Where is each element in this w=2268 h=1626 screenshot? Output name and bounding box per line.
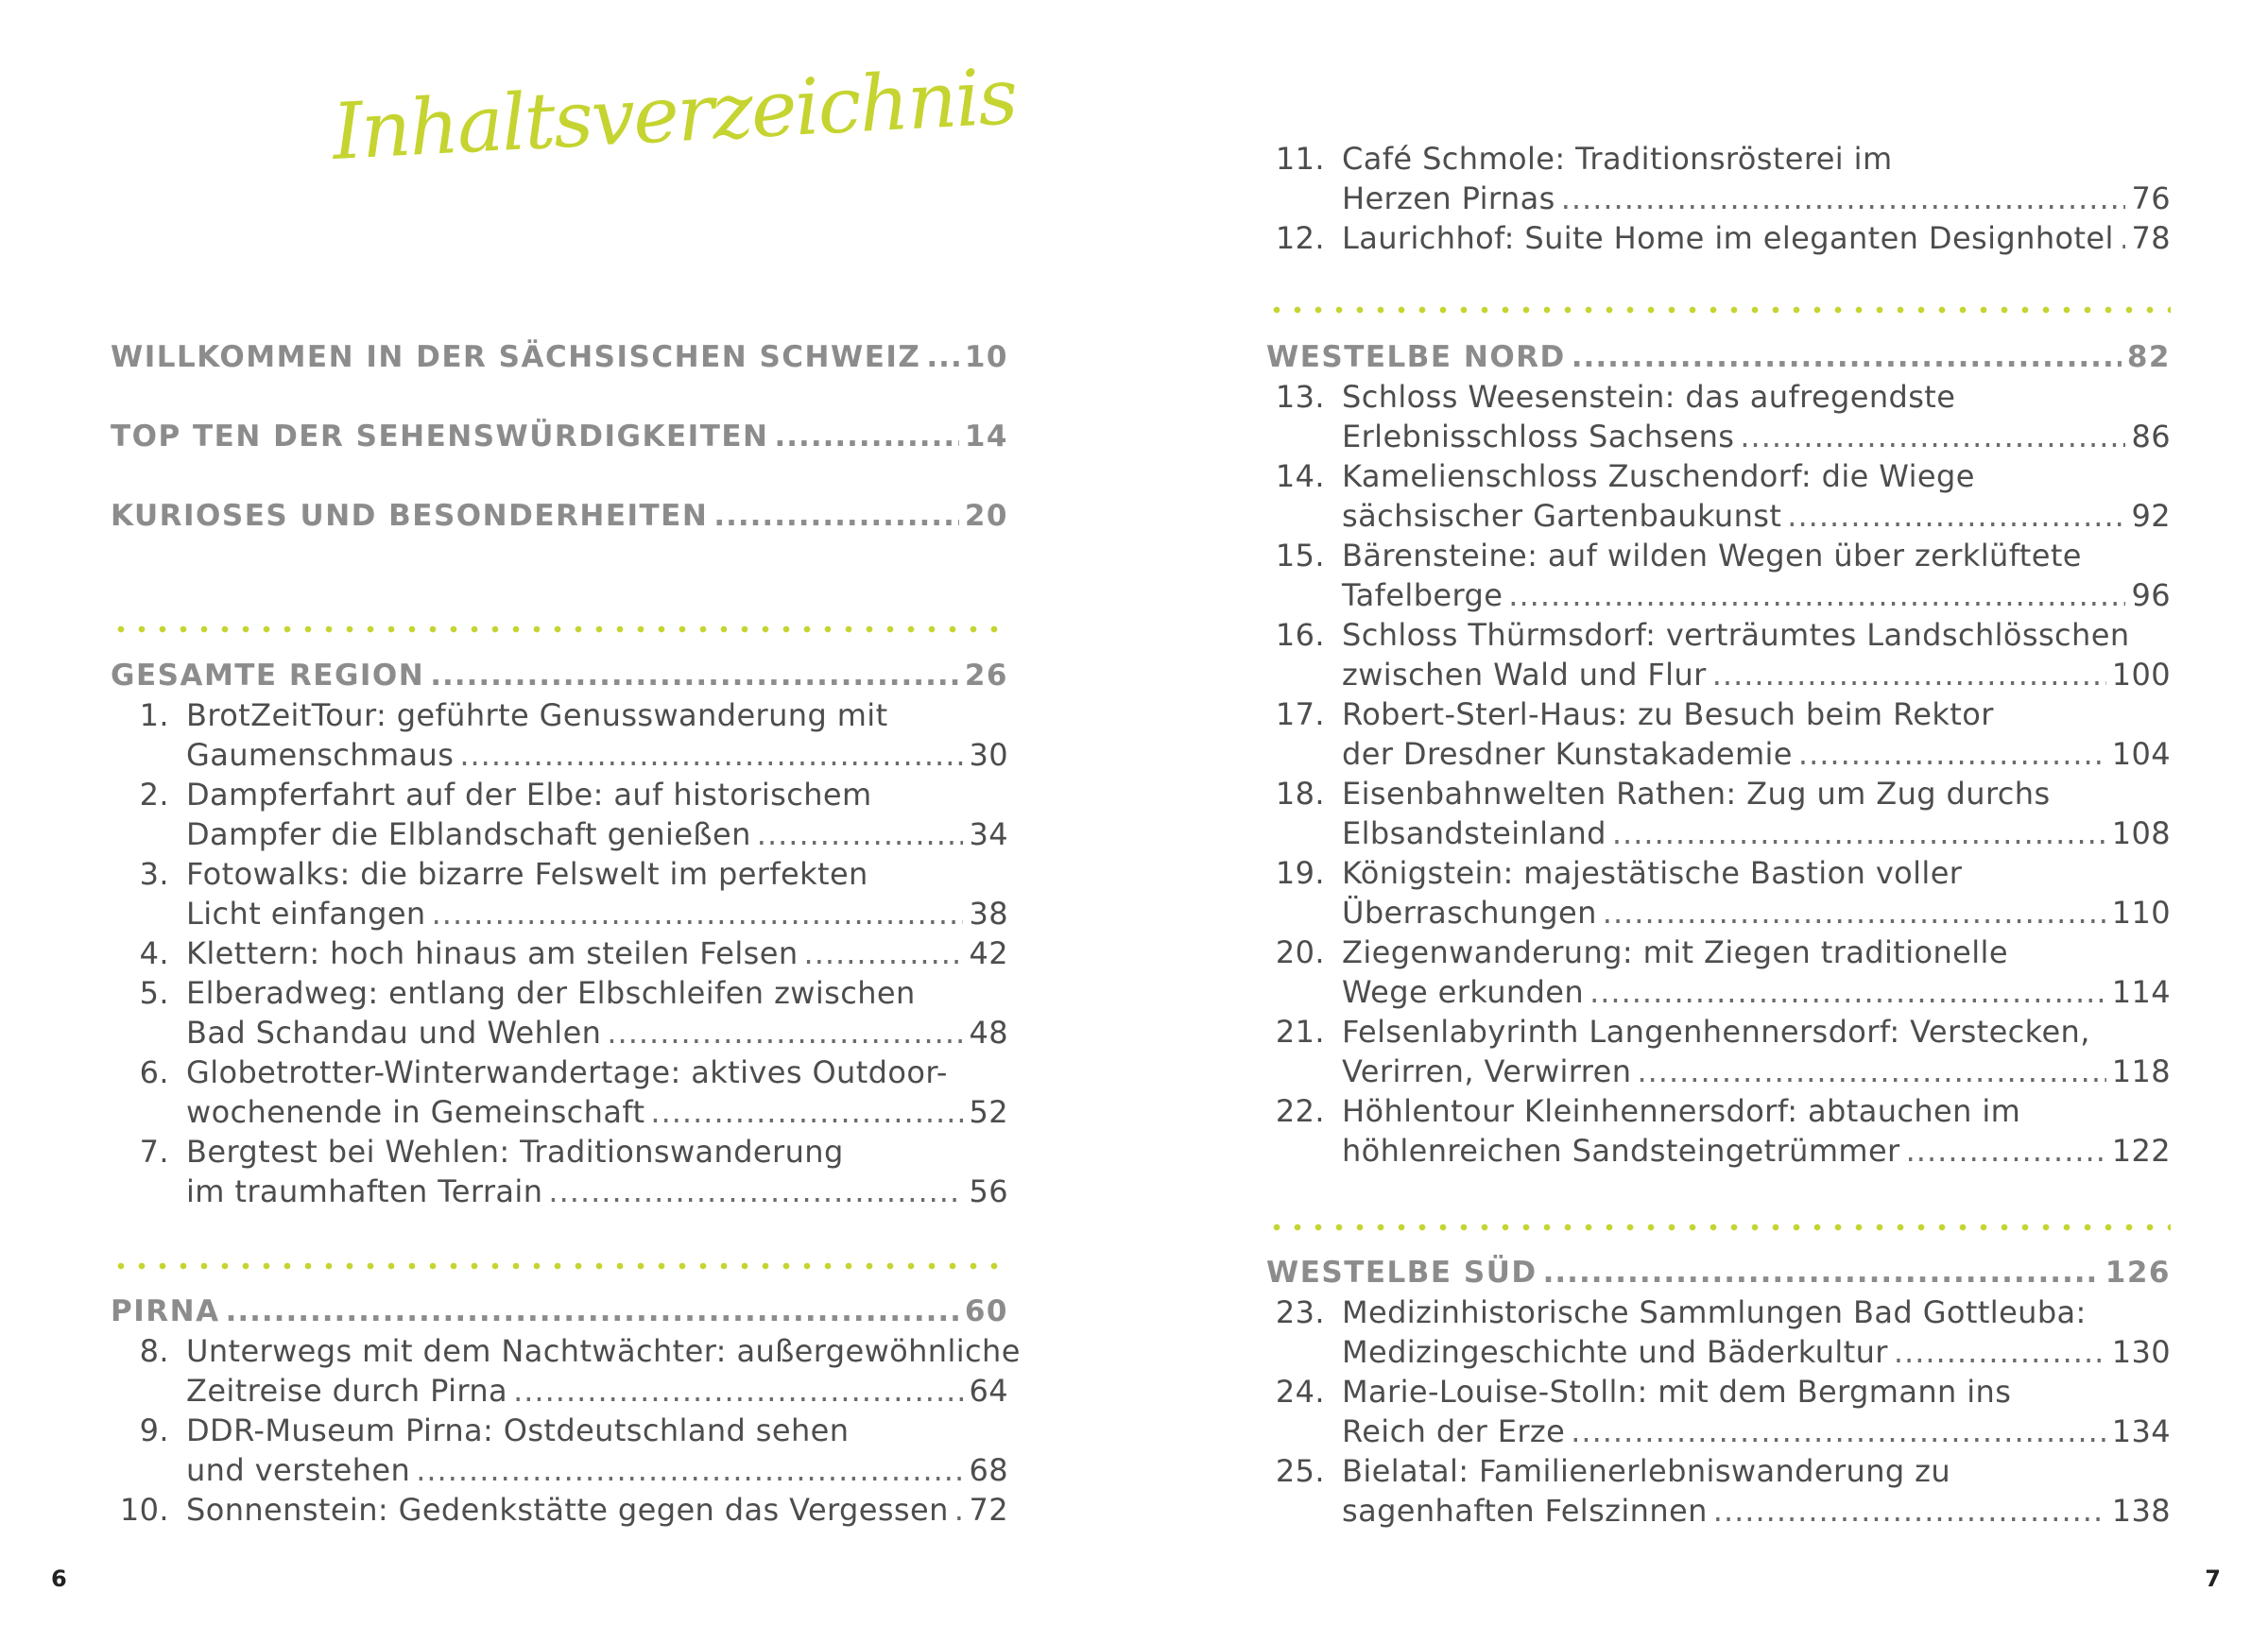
toc-entry-22[interactable] — [1266, 1091, 2171, 1171]
entry-title: Bielatal: Familienerlebniswanderung zu — [1342, 1453, 1951, 1489]
entry-number: 8. — [139, 1333, 169, 1369]
entry-number: 11. — [1275, 141, 1325, 177]
section-page: 82 — [2126, 340, 2171, 374]
section-page: 126 — [2105, 1256, 2171, 1290]
entry-page: 86 — [2131, 419, 2171, 454]
entry-page: 56 — [969, 1173, 1008, 1209]
entry-title-cont: Tafelberge — [1342, 577, 1503, 613]
dot-leader — [548, 1172, 963, 1211]
entry-number: 5. — [139, 975, 169, 1011]
entry-number: 22. — [1275, 1093, 1325, 1129]
toc-entry-7[interactable] — [111, 1132, 1008, 1211]
entry-title-cont: der Dresdner Kunstakademie — [1342, 736, 1793, 772]
entry-number: 24. — [1275, 1374, 1325, 1410]
entry-number: 19. — [1275, 855, 1325, 891]
section-page: 60 — [964, 1294, 1008, 1328]
entry-page: 108 — [2111, 815, 2171, 851]
dot-leader — [1603, 893, 2106, 933]
entry-page: 10 — [964, 340, 1008, 374]
toc-entry-1[interactable] — [111, 695, 1008, 775]
entry-title-cont: Dampfer die Elblandschaft genießen — [186, 816, 751, 852]
entry-title: Unterwegs mit dem Nachtwächter: außergewöhnliche — [186, 1333, 1021, 1369]
entry-title-cont: sagenhaften Felszinnen — [1342, 1493, 1708, 1529]
entry-title: BrotZeitTour: geführte Genusswanderung mit — [186, 697, 888, 733]
dot-leader — [1906, 1131, 2106, 1171]
dot-leader — [459, 735, 963, 775]
dot-leader — [2120, 218, 2126, 258]
dot-leader — [1572, 337, 2122, 377]
entry-title: DDR-Museum Pirna: Ostdeutschland sehen — [186, 1412, 850, 1448]
entry-title: Ziegenwanderung: mit Ziegen traditionelle — [1342, 934, 2008, 970]
entry-title-cont: Erlebnisschloss Sachsens — [1342, 419, 1735, 454]
entry-number: 18. — [1275, 776, 1325, 812]
section-heading-gesamte-region[interactable] — [111, 656, 1008, 695]
entry-number: 7. — [139, 1134, 169, 1170]
toc-entry-14[interactable] — [1266, 456, 2171, 536]
entry-page: 122 — [2111, 1133, 2171, 1169]
toc-entry-18[interactable] — [1266, 774, 2171, 853]
dot-leader — [1712, 655, 2106, 694]
entry-page: 114 — [2111, 974, 2171, 1010]
dotted-separator — [1266, 306, 2171, 314]
section-heading-westelbe-nord[interactable] — [1266, 337, 2171, 377]
entry-title-cont: Bad Schandau und Wehlen — [186, 1015, 602, 1051]
entry-page: 96 — [2131, 577, 2171, 613]
toc-entry-10[interactable] — [111, 1490, 1008, 1530]
dot-leader — [1787, 496, 2125, 536]
entry-page: 110 — [2111, 895, 2171, 931]
entry-title-cont: im traumhaften Terrain — [186, 1173, 543, 1209]
entry-page: 78 — [2131, 220, 2171, 256]
entry-page: 104 — [2111, 736, 2171, 772]
dot-leader — [804, 933, 964, 973]
entry-title: Sonnenstein: Gedenkstätte gegen das Vergessen — [186, 1492, 949, 1528]
entry-title-cont: Verirren, Verwirren — [1342, 1053, 1632, 1089]
entry-title: Kamelienschloss Zuschendorf: die Wiege — [1342, 458, 1975, 494]
entry-title-cont: Überraschungen — [1342, 895, 1597, 931]
entry-title: Felsenlabyrinth Langenhennersdorf: Verstecken, — [1342, 1014, 2090, 1050]
entry-page: 72 — [969, 1492, 1008, 1528]
entry-title-cont: Gaumenschmaus — [186, 737, 455, 773]
entry-page: 42 — [969, 935, 1008, 971]
dot-leader — [713, 496, 959, 536]
toc-main-entry-top-ten[interactable] — [111, 417, 1008, 456]
toc-entry-16[interactable] — [1266, 615, 2171, 694]
entry-number: 13. — [1275, 379, 1325, 415]
entry-title-cont: wochenende in Gemeinschaft — [186, 1094, 645, 1130]
entry-title-cont: und verstehen — [186, 1452, 411, 1488]
dot-leader — [607, 1013, 963, 1053]
entry-title: Bärensteine: auf wilden Wegen über zerklüftete — [1342, 538, 2082, 573]
page-title: Inhaltsverzeichnis — [330, 52, 1019, 178]
entry-title: Bergtest bei Wehlen: Traditionswanderung — [186, 1134, 844, 1170]
entry-number: 14. — [1275, 458, 1325, 494]
entry-title-cont: Zeitreise durch Pirna — [186, 1373, 508, 1409]
dot-leader — [226, 1292, 959, 1331]
toc-main-entry-willkommen[interactable] — [111, 337, 1008, 377]
entry-number: 10. — [119, 1492, 169, 1528]
toc-entry-9[interactable] — [111, 1411, 1008, 1490]
entry-title: Schloss Weesenstein: das aufregendste — [1342, 379, 1956, 415]
dot-leader — [430, 656, 959, 695]
entry-title: Elberadweg: entlang der Elbschleifen zwischen — [186, 975, 916, 1011]
dot-leader — [1637, 1052, 2105, 1091]
section-page: 26 — [964, 659, 1008, 693]
entry-title: Café Schmole: Traditionsrösterei im — [1342, 141, 1893, 177]
entry-number: 2. — [139, 777, 169, 813]
dotted-separator — [111, 625, 1008, 633]
entry-number: 4. — [139, 935, 169, 971]
entry-number: 25. — [1275, 1453, 1325, 1489]
toc-entry-25[interactable] — [1266, 1451, 2171, 1531]
toc-entry-20[interactable] — [1266, 933, 2171, 1012]
dot-leader — [1713, 1491, 2106, 1531]
entry-number: 23. — [1275, 1294, 1325, 1330]
entry-page: 92 — [2131, 498, 2171, 534]
entry-number: 20. — [1275, 934, 1325, 970]
entry-title: Eisenbahnwelten Rathen: Zug um Zug durchs — [1342, 776, 2051, 812]
entry-title-cont: Licht einfangen — [186, 896, 426, 932]
dot-leader — [416, 1450, 963, 1490]
dot-leader — [1612, 813, 2106, 853]
dot-leader — [954, 1490, 964, 1530]
toc-entry-12[interactable] — [1266, 218, 2171, 258]
entry-number: 12. — [1275, 220, 1325, 256]
entry-title-cont: zwischen Wald und Flur — [1342, 657, 1707, 693]
entry-page: 130 — [2111, 1334, 2171, 1370]
toc-entry-13[interactable] — [1266, 377, 2171, 456]
entry-number: 15. — [1275, 538, 1325, 573]
entry-title-cont: Wege erkunden — [1342, 974, 1585, 1010]
entry-title: Klettern: hoch hinaus am steilen Felsen — [186, 935, 799, 971]
toc-entry-5[interactable] — [111, 973, 1008, 1053]
dot-leader — [1543, 1253, 2100, 1292]
section-title: GESAMTE REGION — [111, 659, 425, 693]
entry-title-cont: Medizingeschichte und Bäderkultur — [1342, 1334, 1888, 1370]
entry-number: 16. — [1275, 617, 1325, 653]
dot-leader — [1571, 1412, 2106, 1451]
dot-leader — [432, 894, 964, 933]
dot-leader — [1589, 972, 2106, 1012]
toc-entry-3[interactable] — [111, 854, 1008, 933]
dot-leader — [926, 337, 958, 377]
entry-page: 100 — [2111, 657, 2171, 693]
entry-title: KURIOSES UND BESONDERHEITEN — [111, 499, 709, 533]
toc-entry-2[interactable] — [111, 775, 1008, 854]
dotted-separator — [111, 1262, 1008, 1270]
entry-title-cont: Elbsandsteinland — [1342, 815, 1606, 851]
entry-page: 48 — [969, 1015, 1008, 1051]
entry-page: 34 — [969, 816, 1008, 852]
toc-entry-15[interactable] — [1266, 536, 2171, 615]
page-number-left: 6 — [51, 1566, 67, 1592]
dot-leader — [757, 814, 964, 854]
entry-title-cont: höhlenreichen Sandsteingetrümmer — [1342, 1133, 1900, 1169]
entry-page: 30 — [969, 737, 1008, 773]
entry-title: Höhlentour Kleinhennersdorf: abtauchen im — [1342, 1093, 2021, 1129]
toc-main-entry-kurioses[interactable] — [111, 496, 1008, 536]
entry-page: 138 — [2111, 1493, 2171, 1529]
toc-entry-21[interactable] — [1266, 1012, 2171, 1091]
entry-title: WILLKOMMEN IN DER SÄCHSISCHEN SCHWEIZ — [111, 340, 921, 374]
entry-title: Schloss Thürmsdorf: verträumtes Landschlösschen — [1342, 617, 2130, 653]
entry-title-cont: sächsischer Gartenbaukunst — [1342, 498, 1782, 534]
entry-title: Königstein: majestätische Bastion voller — [1342, 855, 1963, 891]
page-number-right: 7 — [2205, 1566, 2221, 1592]
toc-entry-17[interactable] — [1266, 694, 2171, 774]
entry-page: 64 — [969, 1373, 1008, 1409]
entry-page: 38 — [969, 896, 1008, 932]
dotted-separator — [1266, 1224, 2171, 1231]
dot-leader — [774, 417, 958, 456]
section-title: PIRNA — [111, 1294, 220, 1328]
dot-leader — [1508, 575, 2125, 615]
section-title: WESTELBE SÜD — [1266, 1256, 1538, 1290]
entry-number: 17. — [1275, 696, 1325, 732]
toc-entry-19[interactable] — [1266, 853, 2171, 933]
section-heading-pirna[interactable] — [111, 1292, 1008, 1331]
toc-entry-24[interactable] — [1266, 1372, 2171, 1451]
dot-leader — [1561, 179, 2126, 218]
entry-page: 118 — [2111, 1053, 2171, 1089]
entry-title: Dampferfahrt auf der Elbe: auf historischem — [186, 777, 872, 813]
toc-entry-23[interactable] — [1266, 1292, 2171, 1372]
entry-page: 76 — [2131, 180, 2171, 216]
entry-page: 68 — [969, 1452, 1008, 1488]
entry-title: TOP TEN DER SEHENSWÜRDIGKEITEN — [111, 419, 769, 454]
entry-number: 9. — [139, 1412, 169, 1448]
toc-entry-4[interactable] — [111, 933, 1008, 973]
dot-leader — [1894, 1332, 2106, 1372]
entry-number: 1. — [139, 697, 169, 733]
entry-number: 3. — [139, 856, 169, 892]
entry-number: 6. — [139, 1054, 169, 1090]
entry-title-cont: Herzen Pirnas — [1342, 180, 1555, 216]
entry-title: Globetrotter-Winterwandertage: aktives Outdoor- — [186, 1054, 948, 1090]
toc-entry-11[interactable] — [1266, 139, 2171, 218]
entry-title: Robert-Sterl-Haus: zu Besuch beim Rektor — [1342, 696, 1994, 732]
dot-leader — [513, 1371, 963, 1411]
entry-page: 20 — [964, 499, 1008, 533]
section-title: WESTELBE NORD — [1266, 340, 1566, 374]
entry-title: Medizinhistorische Sammlungen Bad Gottleuba: — [1342, 1294, 2087, 1330]
dot-leader — [1798, 734, 2106, 774]
entry-page: 14 — [964, 419, 1008, 454]
section-heading-westelbe-sued[interactable] — [1266, 1253, 2171, 1292]
entry-title: Marie-Louise-Stolln: mit dem Bergmann ins — [1342, 1374, 2012, 1410]
dot-leader — [1740, 417, 2125, 456]
dot-leader — [650, 1092, 963, 1132]
entry-page: 52 — [969, 1094, 1008, 1130]
entry-title: Laurichhof: Suite Home im eleganten Designhotel — [1342, 220, 2114, 256]
toc-entry-6[interactable] — [111, 1053, 1008, 1132]
toc-entry-8[interactable] — [111, 1331, 1021, 1411]
entry-page: 134 — [2111, 1413, 2171, 1449]
entry-number: 21. — [1275, 1014, 1325, 1050]
entry-title-cont: Reich der Erze — [1342, 1413, 1566, 1449]
entry-title: Fotowalks: die bizarre Felswelt im perfekten — [186, 856, 868, 892]
